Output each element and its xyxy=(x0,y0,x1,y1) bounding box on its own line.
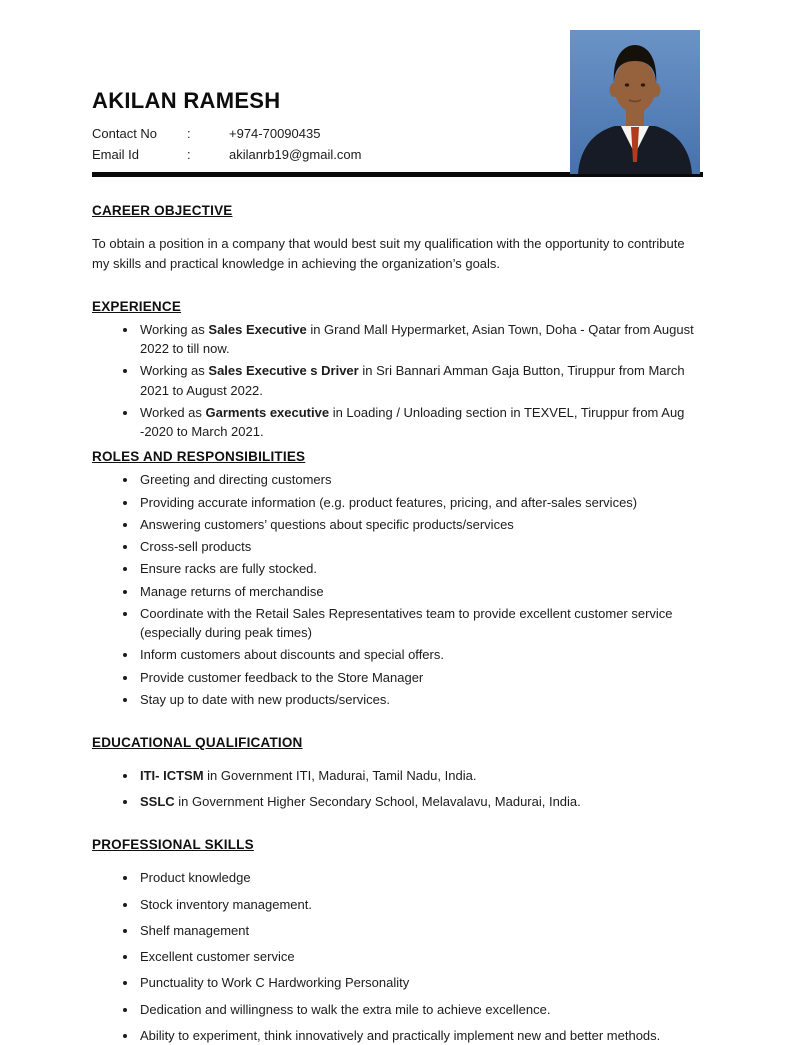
role-item: • Cross-sell products xyxy=(138,537,703,556)
contact-value: +974-70090435 xyxy=(229,126,321,141)
section-career-objective xyxy=(92,203,703,273)
section-roles xyxy=(92,449,703,709)
email-value: akilanrb19@gmail.com xyxy=(229,147,362,162)
experience-list xyxy=(92,320,703,441)
role-item: • Providing accurate information (e.g. product features, pricing, and after-sales services) xyxy=(138,493,703,512)
experience-item-detail: in Loading / Unloading section in TEXVEL, Tiruppur from Aug -2020 to March 2021. xyxy=(140,404,685,440)
experience-item-detail: in Sri Bannari Amman Gaja Button, Tiruppur from March 2021 to August 2022. xyxy=(140,363,685,398)
experience-item xyxy=(138,403,703,441)
eye-right xyxy=(641,83,645,86)
education-item xyxy=(138,792,703,811)
role-item: • Manage returns of merchandise xyxy=(138,582,703,601)
candidate-name: AKILAN RAMESH xyxy=(92,88,281,113)
experience-item-prefix: Working as xyxy=(140,322,209,337)
experience-item-prefix: Working as xyxy=(140,363,209,379)
education-item-detail: in Government Higher Secondary School, Melavalavu, Madurai, India. xyxy=(174,794,581,810)
education-item-degree: SSLC xyxy=(140,794,175,810)
profile-photo xyxy=(570,30,700,174)
role-item: • Inform customers about discounts and special offers. xyxy=(138,645,703,664)
roles-heading: ROLES AND RESPONSIBILITIES xyxy=(92,449,306,465)
experience-item-detail: in Grand Mall Hypermarket, Asian Town, Doha - Qatar from August 2022 to till now. xyxy=(140,322,694,357)
skill-item: • Punctuality to Work C Hardworking Personality xyxy=(138,973,703,992)
experience-item-role: Sales Executive s Driver xyxy=(208,363,359,379)
skills-list xyxy=(92,868,703,1045)
education-list xyxy=(92,766,703,811)
skill-item: • Stock inventory management. xyxy=(138,895,703,914)
education-heading: EDUCATIONAL QUALIFICATION xyxy=(92,734,303,750)
role-item: • Answering customers’ questions about specific products/services xyxy=(138,515,703,534)
skill-item: • Dedication and willingness to walk the extra mile to achieve excellence. xyxy=(138,1000,703,1019)
education-item xyxy=(138,766,703,785)
education-item-degree: ITI- ICTSM xyxy=(140,767,204,783)
role-item: • Provide customer feedback to the Store Manager xyxy=(138,668,703,687)
skill-item: • Excellent customer service xyxy=(138,947,703,966)
section-experience xyxy=(92,299,703,441)
eye-left xyxy=(625,83,629,86)
roles-list xyxy=(92,470,703,709)
experience-heading: EXPERIENCE xyxy=(92,299,182,314)
skill-item: • Shelf management xyxy=(138,921,703,940)
skill-item: • Ability to experiment, think innovatively and practically implement new and better methods. xyxy=(138,1026,703,1045)
email-separator: : xyxy=(187,147,191,162)
career-objective-heading: CAREER OBJECTIVE xyxy=(92,203,233,218)
skills-heading: PROFESSIONAL SKILLS xyxy=(92,837,254,853)
profile-photo-graphic xyxy=(570,30,700,174)
role-item: • Ensure racks are fully stocked. xyxy=(138,559,703,578)
contact-label: Contact No xyxy=(92,126,158,141)
resume-header xyxy=(92,88,703,162)
education-item-detail: in Government ITI, Madurai, Tamil Nadu, India. xyxy=(203,767,477,783)
experience-item xyxy=(138,320,703,358)
experience-item xyxy=(138,361,703,399)
face xyxy=(614,59,656,113)
experience-item-role: Garments executive xyxy=(205,404,330,420)
section-skills xyxy=(92,837,703,1045)
role-item: • Stay up to date with new products/services. xyxy=(138,690,703,709)
section-education xyxy=(92,735,703,811)
contact-separator: : xyxy=(187,126,191,141)
role-item: • Coordinate with the Retail Sales Representatives team to provide excellent customer service (especially during peak times) xyxy=(138,604,703,642)
experience-item-role: Sales Executive xyxy=(208,322,307,337)
email-label: Email Id xyxy=(92,147,139,162)
experience-item-prefix: Worked as xyxy=(140,404,206,420)
role-item: • Greeting and directing customers xyxy=(138,470,703,489)
objective-text: To obtain a position in a company that would best suit my qualification with the opportunity to contribute my skills and practical knowledge in achieving the organization’s goals. xyxy=(92,236,685,271)
skill-item: • Product knowledge xyxy=(138,868,703,887)
